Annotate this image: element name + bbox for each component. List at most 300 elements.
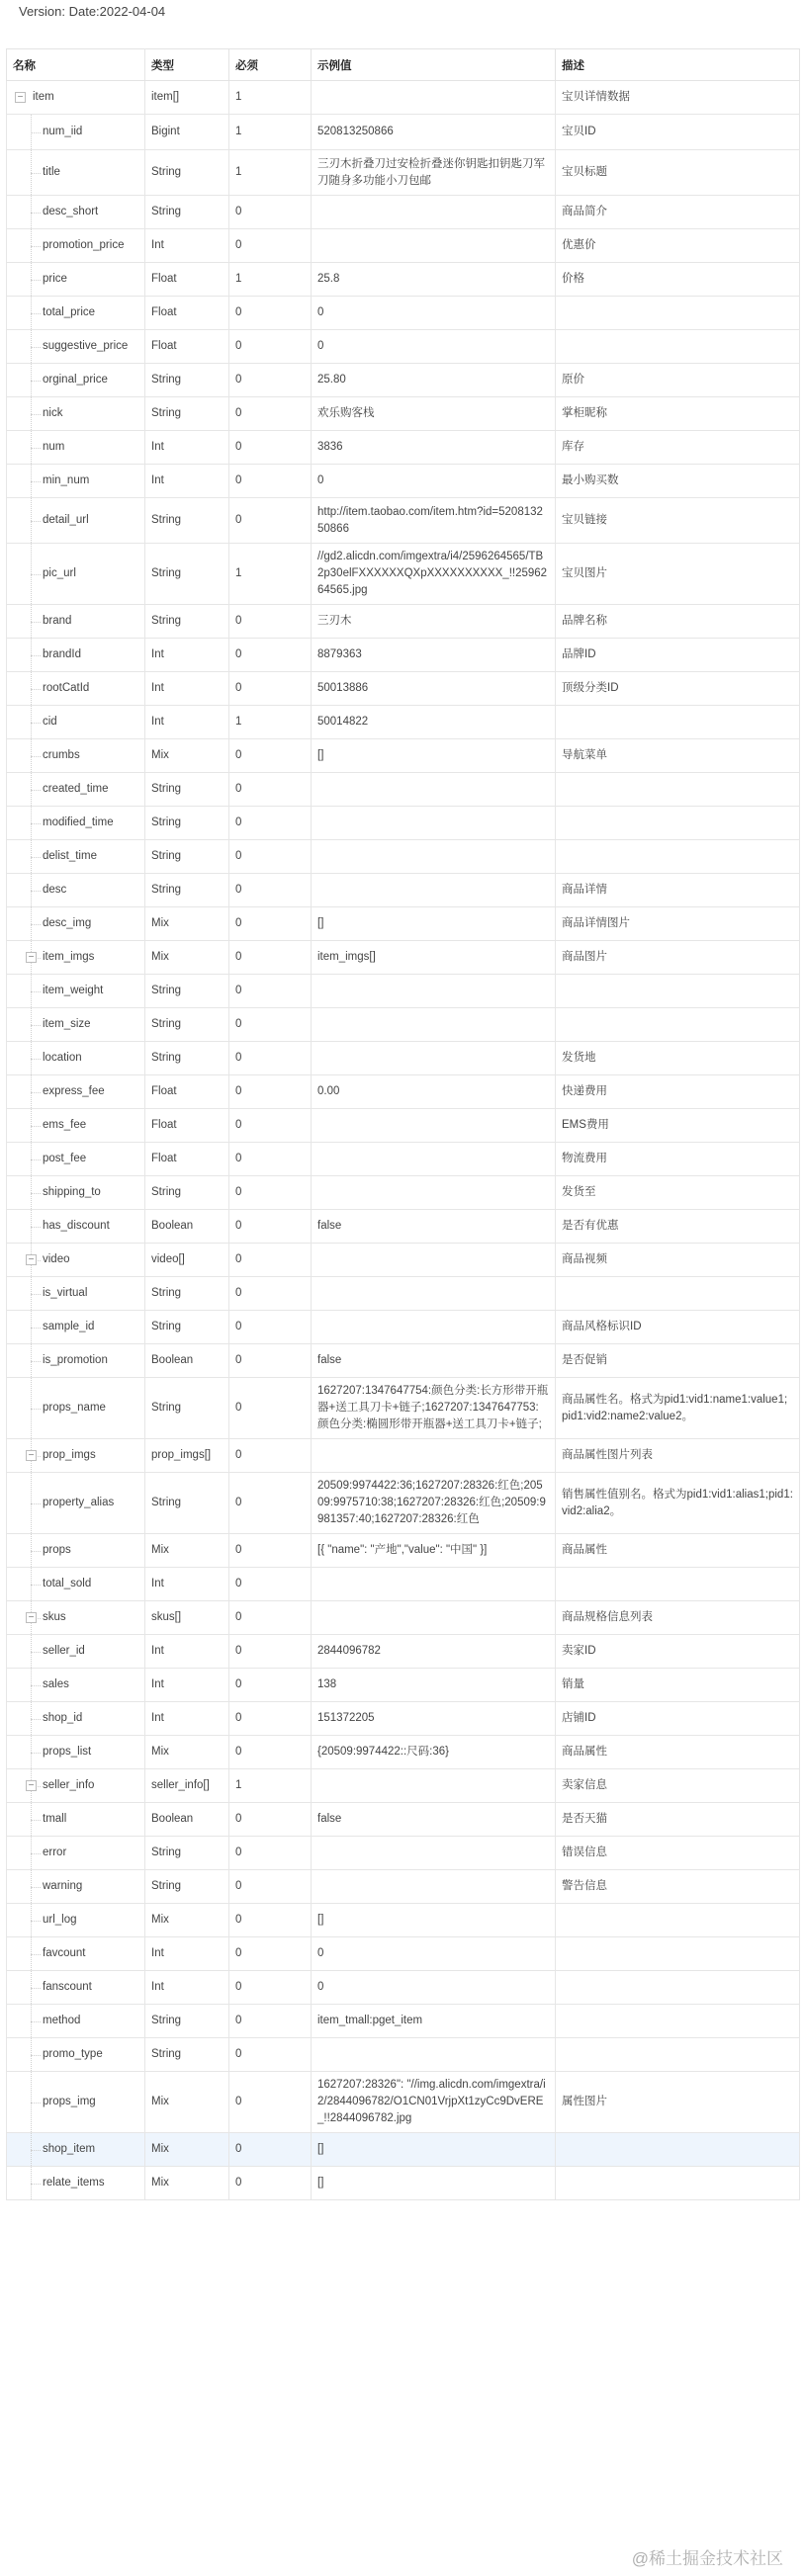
cell-required: 0 [229,2133,312,2167]
cell-example [312,229,556,263]
cell-example: 三刃木 [312,605,556,639]
cell-description: 商品风格标识ID [556,1311,800,1344]
cell-required: 1 [229,115,312,150]
field-name: tmall [43,1813,67,1825]
cell-required: 0 [229,1176,312,1210]
cell-name [7,874,145,907]
cell-description [556,1937,800,1971]
cell-description: 商品视频 [556,1244,800,1277]
field-name: modified_time [43,816,114,828]
cell-required: 0 [229,1277,312,1311]
cell-type: seller_info[] [145,1769,229,1803]
cell-required: 0 [229,1904,312,1937]
table-row[interactable] [7,1109,800,1143]
cell-example [312,196,556,229]
cell-required: 0 [229,1601,312,1635]
cell-type: Int [145,1635,229,1669]
cell-type: String [145,544,229,605]
cell-type: String [145,2005,229,2038]
cell-type: String [145,1008,229,1042]
cell-example: {20509:9974422::尺码:36} [312,1736,556,1769]
table-row[interactable] [7,1143,800,1176]
table-row[interactable] [7,263,800,297]
cell-description [556,1971,800,2005]
cell-required: 0 [229,1971,312,2005]
cell-required: 0 [229,229,312,263]
cell-example: 0 [312,1937,556,1971]
cell-example: 520813250866 [312,115,556,150]
cell-name [7,297,145,330]
table-row[interactable] [7,706,800,739]
cell-description: 宝贝图片 [556,544,800,605]
table-row[interactable] [7,907,800,941]
table-row[interactable] [7,840,800,874]
cell-description: 卖家信息 [556,1769,800,1803]
cell-required: 1 [229,706,312,739]
field-name: is_virtual [43,1287,88,1299]
field-name: min_num [43,474,90,486]
cell-name [7,773,145,807]
cell-name [7,1176,145,1210]
cell-required: 0 [229,1803,312,1837]
cell-name [7,1769,145,1803]
cell-example: 0 [312,1971,556,2005]
cell-example [312,773,556,807]
field-name: brand [43,615,72,627]
cell-name [7,1008,145,1042]
field-name: promotion_price [43,239,125,251]
table-row[interactable] [7,874,800,907]
cell-name [7,1109,145,1143]
column-header-description[interactable]: 描述 [556,49,800,81]
table-row[interactable] [7,1344,800,1378]
cell-example [312,1008,556,1042]
cell-name [7,263,145,297]
cell-required: 0 [229,2072,312,2133]
cell-example: [{ "name": "产地","value": "中国" }] [312,1534,556,1568]
cell-example: item_imgs[] [312,941,556,975]
cell-type: String [145,773,229,807]
cell-description: 商品简介 [556,196,800,229]
table-row[interactable] [7,498,800,544]
cell-name [7,1601,145,1635]
cell-description [556,2133,800,2167]
cell-example: 138 [312,1669,556,1702]
cell-required: 0 [229,196,312,229]
cell-description [556,1008,800,1042]
cell-required: 0 [229,1075,312,1109]
cell-type: prop_imgs[] [145,1439,229,1473]
field-name: method [43,2015,81,2026]
cell-example: http://item.taobao.com/item.htm?id=520813250866 [312,498,556,544]
cell-type: String [145,1311,229,1344]
cell-name [7,330,145,364]
table-row[interactable] [7,2038,800,2072]
field-name: pic_url [43,567,76,579]
cell-type: String [145,1042,229,1075]
cell-example: 8879363 [312,639,556,672]
field-name: desc_img [43,917,92,929]
cell-example [312,807,556,840]
cell-description: 商品属性图片列表 [556,1439,800,1473]
cell-description: 错误信息 [556,1837,800,1870]
field-name: desc [43,884,67,896]
cell-description [556,706,800,739]
collapse-toggle-icon[interactable]: − [26,1612,37,1623]
collapse-toggle-icon[interactable]: − [26,1450,37,1461]
cell-required: 0 [229,297,312,330]
collapse-toggle-icon[interactable]: − [15,92,26,103]
field-name: skus [43,1611,66,1623]
cell-example: 1627207:1347647754:颜色分类:长方形带开瓶器+送工具刀卡+链子;1627207:1347647753:颜色分类:椭圆形带开瓶器+送工具刀卡+链子; [312,1378,556,1439]
cell-type: String [145,840,229,874]
cell-description [556,975,800,1008]
field-name: seller_info [43,1779,95,1791]
table-row[interactable] [7,1803,800,1837]
cell-type: Int [145,1669,229,1702]
cell-type: Float [145,297,229,330]
cell-description [556,1277,800,1311]
cell-name [7,544,145,605]
field-name: post_fee [43,1153,87,1164]
field-name: promo_type [43,2048,103,2060]
cell-required: 1 [229,263,312,297]
table-row[interactable] [7,1439,800,1473]
cell-example [312,2038,556,2072]
cell-description: 商品属性 [556,1736,800,1769]
collapse-toggle-icon[interactable]: − [26,1254,37,1265]
table-row[interactable] [7,941,800,975]
cell-example: 25.80 [312,364,556,397]
table-row[interactable] [7,1244,800,1277]
cell-example: 0 [312,330,556,364]
cell-description: 警告信息 [556,1870,800,1904]
cell-example [312,1870,556,1904]
table-row[interactable] [7,773,800,807]
cell-type: item[] [145,81,229,115]
cell-required: 0 [229,773,312,807]
table-row[interactable] [7,672,800,706]
table-row[interactable] [7,297,800,330]
cell-description: 是否天猫 [556,1803,800,1837]
table-row[interactable] [7,1042,800,1075]
cell-required: 0 [229,739,312,773]
cell-type: String [145,397,229,431]
cell-required: 0 [229,1534,312,1568]
cell-type: Int [145,1937,229,1971]
cell-type: Float [145,1075,229,1109]
cell-example [312,1143,556,1176]
cell-required: 0 [229,874,312,907]
cell-name [7,229,145,263]
cell-name [7,465,145,498]
table-row[interactable] [7,544,800,605]
table-row[interactable] [7,739,800,773]
cell-name [7,431,145,465]
cell-required: 0 [229,1937,312,1971]
column-header-name[interactable]: 名称 [7,49,145,81]
cell-type: Mix [145,1534,229,1568]
cell-required: 0 [229,465,312,498]
field-name: title [43,166,60,178]
cell-required: 0 [229,330,312,364]
cell-type: String [145,1277,229,1311]
cell-name [7,150,145,196]
table-row[interactable] [7,1904,800,1937]
field-name: item [33,91,54,103]
table-row[interactable] [7,115,800,150]
table-row[interactable] [7,1635,800,1669]
table-row[interactable] [7,605,800,639]
cell-example: 2844096782 [312,1635,556,1669]
cell-name [7,115,145,150]
cell-required: 0 [229,1042,312,1075]
table-row[interactable] [7,1311,800,1344]
cell-name [7,397,145,431]
cell-name [7,1870,145,1904]
field-name: props_list [43,1746,92,1758]
table-row[interactable] [7,1568,800,1601]
cell-required: 0 [229,1311,312,1344]
field-name: num_iid [43,126,83,137]
table-row[interactable] [7,1669,800,1702]
cell-example [312,1109,556,1143]
field-name: item_weight [43,985,104,996]
field-name: orginal_price [43,374,108,386]
api-response-table [6,48,800,2200]
field-name: has_discount [43,1220,110,1232]
cell-name [7,1344,145,1378]
table-row[interactable] [7,2133,800,2167]
cell-name [7,498,145,544]
table-row[interactable] [7,2167,800,2200]
cell-required: 0 [229,1568,312,1601]
cell-type: Mix [145,1736,229,1769]
cell-description: 店铺ID [556,1702,800,1736]
cell-name [7,1937,145,1971]
table-row[interactable] [7,807,800,840]
column-header-example[interactable]: 示例值 [312,49,556,81]
table-row[interactable] [7,1534,800,1568]
cell-description: 宝贝链接 [556,498,800,544]
field-name: is_promotion [43,1354,108,1366]
cell-description: 发货地 [556,1042,800,1075]
cell-example: 欢乐购客栈 [312,397,556,431]
cell-type: Int [145,1568,229,1601]
table-row[interactable] [7,1769,800,1803]
cell-type: String [145,1473,229,1534]
cell-type: Mix [145,2072,229,2133]
table-row[interactable] [7,1378,800,1439]
cell-name [7,1534,145,1568]
cell-description: 宝贝标题 [556,150,800,196]
table-row[interactable] [7,1176,800,1210]
cell-required: 0 [229,1473,312,1534]
cell-type: Int [145,1971,229,2005]
field-name: suggestive_price [43,340,129,352]
table-row[interactable] [7,1277,800,1311]
table-row[interactable] [7,431,800,465]
cell-name [7,941,145,975]
cell-type: String [145,874,229,907]
cell-type: Int [145,1702,229,1736]
cell-name [7,1277,145,1311]
field-name: num [43,441,65,453]
field-name: item_imgs [43,951,95,963]
cell-required: 0 [229,1378,312,1439]
cell-required: 0 [229,1439,312,1473]
table-row[interactable] [7,1008,800,1042]
field-name: detail_url [43,514,89,526]
cell-name [7,2133,145,2167]
table-row[interactable] [7,1837,800,1870]
cell-name [7,1143,145,1176]
cell-example [312,1277,556,1311]
cell-description: 价格 [556,263,800,297]
cell-name [7,605,145,639]
table-row[interactable] [7,397,800,431]
cell-description: 属性图片 [556,2072,800,2133]
cell-example [312,1244,556,1277]
cell-description: 商品图片 [556,941,800,975]
cell-required: 0 [229,498,312,544]
cell-example: 3836 [312,431,556,465]
table-row[interactable] [7,1870,800,1904]
cell-required: 1 [229,81,312,115]
cell-type: String [145,605,229,639]
table-row[interactable] [7,2005,800,2038]
field-name: delist_time [43,850,97,862]
table-row[interactable] [7,1971,800,2005]
field-name: desc_short [43,206,99,217]
cell-name [7,1244,145,1277]
table-row[interactable] [7,1937,800,1971]
field-name: prop_imgs [43,1449,96,1461]
table-row[interactable] [7,1210,800,1244]
cell-example: [] [312,2133,556,2167]
cell-name [7,1971,145,2005]
cell-name [7,2038,145,2072]
cell-name [7,1042,145,1075]
table-row[interactable] [7,196,800,229]
cell-description: 宝贝ID [556,115,800,150]
table-row[interactable] [7,150,800,196]
cell-name [7,1736,145,1769]
cell-example [312,1568,556,1601]
cell-name [7,1837,145,1870]
cell-type: String [145,1870,229,1904]
cell-type: String [145,2038,229,2072]
cell-description [556,297,800,330]
cell-description [556,1568,800,1601]
cell-description: 掌柜昵称 [556,397,800,431]
table-row[interactable] [7,2072,800,2133]
watermark: @稀土掘金技术社区 [631,2549,783,2568]
cell-required: 0 [229,1344,312,1378]
table-row[interactable] [7,229,800,263]
cell-required: 0 [229,1008,312,1042]
cell-name [7,840,145,874]
cell-type: Mix [145,739,229,773]
version-label: Version: Date:2022-04-04 [19,4,166,19]
field-name: sales [43,1678,69,1690]
cell-type: video[] [145,1244,229,1277]
cell-type: Boolean [145,1803,229,1837]
cell-description: 宝贝详情数据 [556,81,800,115]
collapse-toggle-icon[interactable]: − [26,952,37,963]
field-name: brandId [43,648,82,660]
cell-type: Int [145,229,229,263]
cell-type: Bigint [145,115,229,150]
cell-type: Int [145,706,229,739]
cell-name [7,1702,145,1736]
cell-example [312,1176,556,1210]
table-row[interactable] [7,465,800,498]
cell-example: 三刃木折叠刀过安检折叠迷你钥匙扣钥匙刀军刀随身多功能小刀包邮 [312,150,556,196]
cell-type: String [145,498,229,544]
cell-name [7,2072,145,2133]
cell-name [7,672,145,706]
cell-example [312,975,556,1008]
cell-example: [] [312,739,556,773]
cell-example: 0 [312,465,556,498]
table-row[interactable] [7,330,800,364]
cell-required: 0 [229,1837,312,1870]
cell-example: 20509:9974422:36;1627207:28326:红色;20509:9975710:38;1627207:28326:红色;20509:9981357:40;1627207:28326:红色 [312,1473,556,1534]
table-row[interactable] [7,364,800,397]
cell-required: 0 [229,1143,312,1176]
table-row[interactable] [7,975,800,1008]
table-row[interactable] [7,1702,800,1736]
cell-name [7,1439,145,1473]
table-row[interactable] [7,1601,800,1635]
table-row[interactable] [7,1075,800,1109]
cell-description: 品牌名称 [556,605,800,639]
cell-type: Mix [145,907,229,941]
column-header-required[interactable]: 必须 [229,49,312,81]
cell-type: String [145,1176,229,1210]
cell-type: Float [145,330,229,364]
cell-name [7,196,145,229]
cell-required: 0 [229,807,312,840]
field-name: created_time [43,783,109,795]
cell-type: String [145,364,229,397]
cell-description [556,807,800,840]
table-row[interactable] [7,81,800,115]
field-name: props_img [43,2096,96,2107]
cell-required: 0 [229,1109,312,1143]
table-row[interactable] [7,1736,800,1769]
field-name: nick [43,407,63,419]
table-row[interactable] [7,639,800,672]
cell-description: EMS费用 [556,1109,800,1143]
cell-example: 50013886 [312,672,556,706]
field-name: ems_fee [43,1119,87,1131]
cell-description [556,1904,800,1937]
collapse-toggle-icon[interactable]: − [26,1780,37,1791]
cell-example [312,874,556,907]
cell-example: 0.00 [312,1075,556,1109]
field-name: relate_items [43,2177,105,2189]
cell-description: 库存 [556,431,800,465]
column-header-type[interactable]: 类型 [145,49,229,81]
cell-example [312,1601,556,1635]
field-name: total_sold [43,1578,92,1589]
table-row[interactable] [7,1473,800,1534]
cell-required: 0 [229,1702,312,1736]
field-name: express_fee [43,1085,105,1097]
field-name: sample_id [43,1321,95,1332]
